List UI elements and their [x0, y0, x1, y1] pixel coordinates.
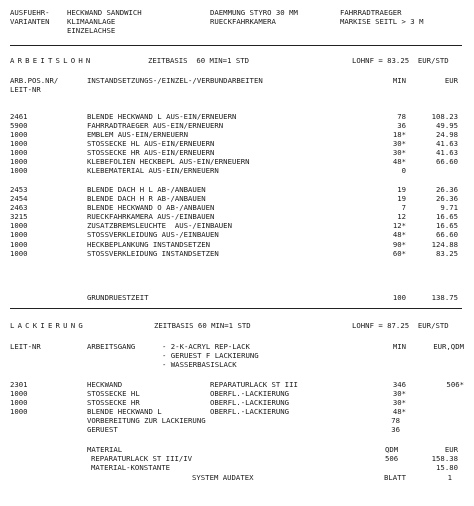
footer-blatt: BLATT — [384, 473, 406, 482]
row-nr: 3215 — [10, 212, 28, 221]
row-min: 18* — [392, 130, 406, 139]
row-min: 36 — [397, 121, 406, 130]
row-min: 7 — [401, 203, 406, 212]
lohnfaktor: LOHNF = 83.25 EUR/STD — [352, 56, 449, 65]
paint-nr: 1000 — [10, 389, 28, 398]
paint-min: 346 — [392, 380, 406, 389]
row-min: 30* — [392, 139, 406, 148]
lack-info: - 2-K-ACRYL REP-LACK — [162, 342, 250, 351]
grund-label: GRUNDRUESTZEIT — [87, 293, 149, 302]
row-nr: 1000 — [10, 230, 28, 239]
grund-eur: 138.75 — [431, 293, 458, 302]
geruest: GERUEST — [87, 425, 118, 434]
geruest-min: 36 — [391, 425, 400, 434]
paint-kind: OBERFL.-LACKIERUNG — [210, 398, 290, 407]
col-header-leit: LEIT-NR — [10, 85, 41, 94]
row-eur: 49.95 — [436, 121, 458, 130]
row-desc: BLENDE DACH H R AB-/ANBAUEN — [87, 194, 206, 203]
row-min: 48* — [392, 157, 406, 166]
row-eur: 26.36 — [436, 185, 458, 194]
col-header-eur: EUR,QDM — [433, 342, 464, 351]
header-variant: HECKWAND SANDWICH — [67, 8, 142, 17]
material-eur: 15.80 — [436, 463, 458, 472]
row-eur: 41.63 — [436, 148, 458, 157]
row-nr: 1000 — [10, 221, 28, 230]
footer-system: SYSTEM AUDATEX — [192, 473, 254, 482]
row-desc: KLEBEMATERIAL AUS-EIN/ERNEUERN — [87, 166, 219, 175]
row-eur: 66.60 — [436, 157, 458, 166]
row-desc: KLEBEFOLIEN HECKBEPL AUS-EIN/ERNEUERN — [87, 157, 250, 166]
row-desc: EMBLEM AUS-EIN/ERNEUERN — [87, 130, 189, 139]
row-eur: 24.98 — [436, 130, 458, 139]
row-desc: HECKBEPLANKUNG INSTANDSETZEN — [87, 240, 211, 249]
lohnfaktor-lack: LOHNF = 87.25 EUR/STD — [352, 321, 449, 330]
paint-kind: OBERFL.-LACKIERUNG — [210, 407, 290, 416]
row-desc: BLENDE DACH H L AB-/ANBAUEN — [87, 185, 206, 194]
col-header-gang: ARBEITSGANG — [87, 342, 136, 351]
header-label-2: VARIANTEN — [10, 17, 50, 26]
row-min: 60* — [392, 249, 406, 258]
lack-info: - WASSERBASISLACK — [162, 360, 237, 369]
paint-desc: STOSSECKE HR — [87, 398, 140, 407]
row-min: 78 — [397, 112, 406, 121]
col-header-min: MIN — [392, 342, 406, 351]
row-nr: 1000 — [10, 139, 28, 148]
header-label-1: AUSFUEHR- — [10, 8, 50, 17]
row-desc: STOSSECKE HL AUS-EIN/ERNEUERN — [87, 139, 215, 148]
header-variant: MARKISE SEITL > 3 M — [340, 17, 424, 26]
row-nr: 1000 — [10, 157, 28, 166]
row-desc: BLENDE HECKWAND O AB-/ANBAUEN — [87, 203, 215, 212]
footer-page: 1 — [447, 473, 452, 482]
paint-min: 30* — [392, 389, 406, 398]
header-variant: EINZELACHSE — [67, 26, 116, 35]
row-nr: 2454 — [10, 194, 28, 203]
header-variant: KLIMAANLAGE — [67, 17, 116, 26]
row-desc: STOSSVERKLEIDUNG AUS-/EINBAUEN — [87, 230, 219, 239]
paint-kind: OBERFL.-LACKIERUNG — [210, 389, 290, 398]
header-variant: RUECKFAHRKAMERA — [210, 17, 276, 26]
row-eur: 26.36 — [436, 194, 458, 203]
material-qdm: 506 — [385, 454, 399, 463]
row-min: 0 — [401, 166, 406, 175]
row-nr: 1000 — [10, 240, 28, 249]
paint-desc: BLENDE HECKWAND L — [87, 407, 162, 416]
material-qdm-header: QDM — [385, 445, 399, 454]
section-title-lackierung: LACKIERUNG — [10, 321, 86, 330]
row-eur: 108.23 — [431, 112, 458, 121]
col-header-eur: EUR — [444, 76, 458, 85]
paint-nr: 1000 — [10, 398, 28, 407]
row-desc: ZUSATZBREMSLEUCHTE AUS-/EINBAUEN — [87, 221, 232, 230]
zeitbasis-lack: ZEITBASIS 60 MIN=1 STD — [154, 321, 251, 330]
row-eur: 83.25 — [436, 249, 458, 258]
row-desc: RUECKFAHRKAMERA AUS-/EINBAUEN — [87, 212, 215, 221]
row-min: 12 — [397, 212, 406, 221]
col-header-pos: ARB.POS.NR/ — [10, 76, 59, 85]
row-desc: STOSSECKE HR AUS-EIN/ERNEUERN — [87, 148, 215, 157]
row-eur: 41.63 — [436, 139, 458, 148]
material-item: MATERIAL-KONSTANTE — [91, 463, 171, 472]
zeitbasis: ZEITBASIS 60 MIN=1 STD — [148, 56, 250, 65]
row-nr: 5900 — [10, 121, 28, 130]
row-nr: 1000 — [10, 249, 28, 258]
material-item: REPARATURLACK ST III/IV — [91, 454, 193, 463]
row-eur: 9.71 — [440, 203, 458, 212]
paint-desc: HECKWAND — [87, 380, 123, 389]
row-nr: 2453 — [10, 185, 28, 194]
row-nr: 1000 — [10, 148, 28, 157]
paint-min: 30* — [392, 398, 406, 407]
paint-kind: REPARATURLACK ST III — [210, 380, 298, 389]
row-min: 12* — [392, 221, 406, 230]
row-nr: 2461 — [10, 112, 28, 121]
vorbereitung: VORBEREITUNG ZUR LACKIERUNG — [87, 416, 206, 425]
row-min: 19 — [397, 185, 406, 194]
row-eur: 16.65 — [436, 221, 458, 230]
header-variant: DAEMMUNG STYRO 30 MM — [210, 8, 298, 17]
paint-desc: STOSSECKE HL — [87, 389, 140, 398]
row-eur: 124.88 — [431, 240, 458, 249]
row-desc: STOSSVERKLEIDUNG INSTANDSETZEN — [87, 249, 219, 258]
row-eur: 66.60 — [436, 230, 458, 239]
material-eur-header: EUR — [444, 445, 458, 454]
material-eur: 158.38 — [431, 454, 458, 463]
divider — [10, 45, 462, 46]
section-title-arbeitslohn: ARBEITSLOHN — [10, 56, 94, 65]
col-header-desc: INSTANDSETZUNGS-/EINZEL-/VERBUNDARBEITEN — [87, 76, 263, 85]
row-nr: 1000 — [10, 130, 28, 139]
paint-nr: 1000 — [10, 407, 28, 416]
row-min: 90* — [392, 240, 406, 249]
row-min: 30* — [392, 148, 406, 157]
row-min: 48* — [392, 230, 406, 239]
row-min: 19 — [397, 194, 406, 203]
row-eur: 16.65 — [436, 212, 458, 221]
row-desc: BLENDE HECKWAND L AUS-EIN/ERNEUERN — [87, 112, 237, 121]
row-nr: 2463 — [10, 203, 28, 212]
row-desc: FAHRRADTRAEGER AUS-EIN/ERNEUERN — [87, 121, 224, 130]
paint-nr: 2301 — [10, 380, 28, 389]
col-header-min: MIN — [392, 76, 406, 85]
divider — [10, 308, 462, 309]
grund-min: 100 — [392, 293, 406, 302]
paint-eur: 506* — [446, 380, 464, 389]
row-nr: 1000 — [10, 166, 28, 175]
paint-min: 48* — [392, 407, 406, 416]
col-header-leit: LEIT-NR — [10, 342, 41, 351]
header-variant: FAHRRADTRAEGER — [340, 8, 402, 17]
vorb-min: 78 — [391, 416, 400, 425]
material-label: MATERIAL — [87, 445, 123, 454]
lack-info: - GERUEST F LACKIERUNG — [162, 351, 259, 360]
